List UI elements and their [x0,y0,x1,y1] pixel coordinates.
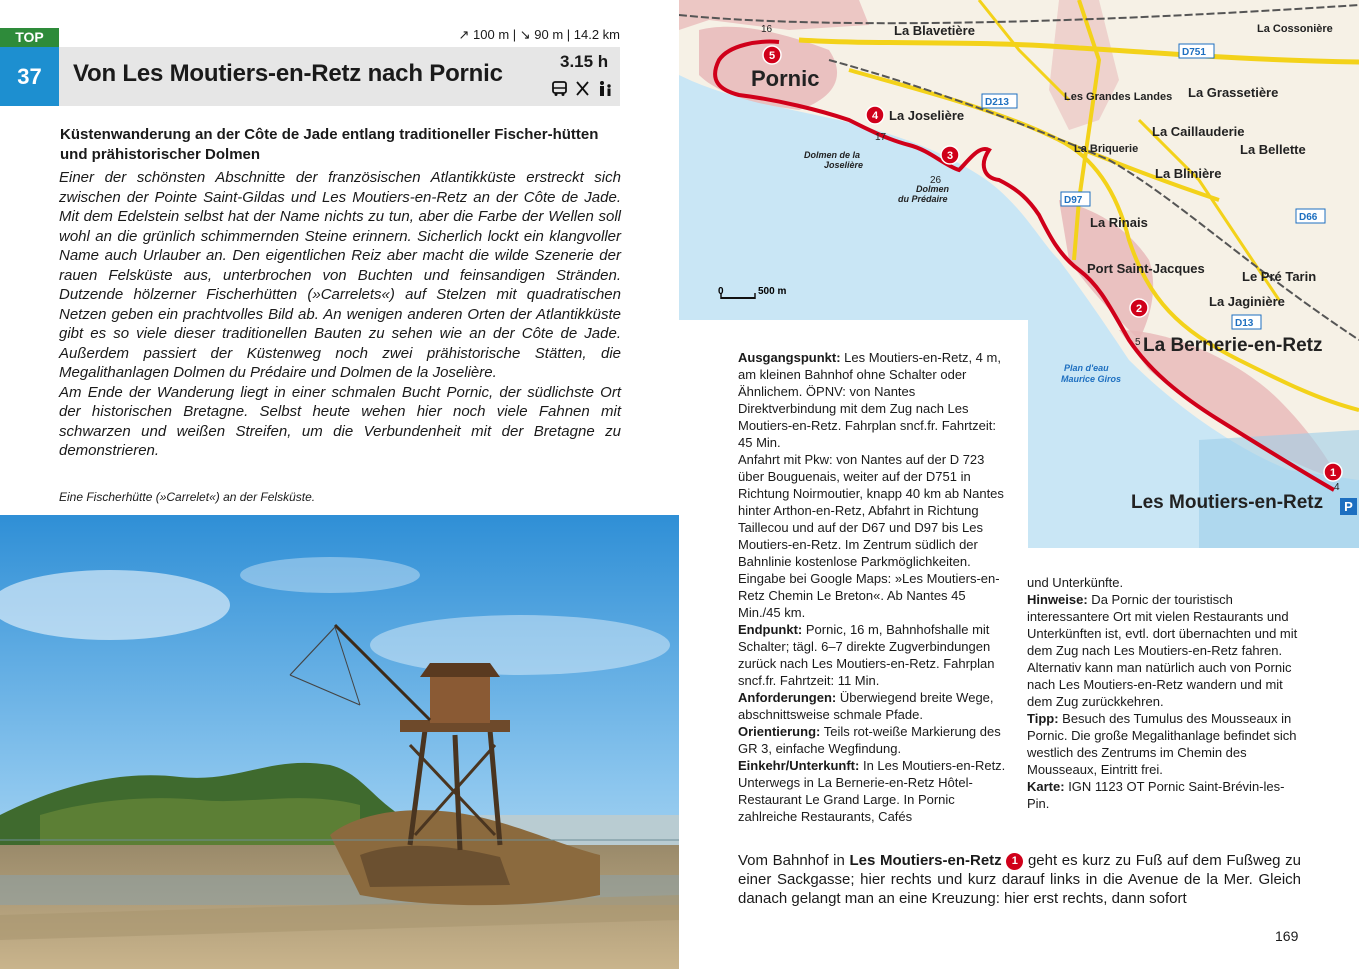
map-label-dolmen-joseliere: Dolmen de la [804,150,861,160]
tour-duration: 3.15 h [560,52,609,71]
scale-label: 500 m [758,286,787,297]
elevation-label: 16 [761,24,773,35]
map-label-pornic: Pornic [751,66,820,91]
map-label-la-bernerie: La Bernerie-en-Retz [1143,335,1323,356]
family-icon [597,80,614,97]
waypoint-2 [1130,299,1148,317]
page-number: 169 [1275,928,1299,944]
photo-fisherman-hut [0,515,679,969]
tour-number: 37 [0,47,59,106]
waypoint-4 [866,106,884,124]
map-label-les-grandes-landes: Les Grandes Landes [1064,91,1173,103]
svg-text:4: 4 [871,110,879,122]
elevation-label: 5 [1135,337,1141,348]
parking-label: P [1344,499,1353,514]
tour-icons [551,80,614,101]
tour-title: Von Les Moutiers-en-Retz nach Pornic [73,60,503,87]
map-label-dolmen-predaire: Dolmen [916,184,950,194]
waypoint-1 [1324,463,1342,481]
scale-label: 0 [718,286,724,297]
svg-text:3: 3 [946,150,954,162]
elevation-label: 4 [1334,482,1340,493]
intro-paragraph-1: Einer der schönsten Abschnitte der französischen Atlantikküste erstreckt sich zwischen der Pointe Saint-Gildas und Les Moutiers-en-Retz an der Côte de Jade. Mit dem Edelstein selbst hat der Name nichts zu tun, aber die Farbe der Wellen soll wohl an die grünlich schimmernden Steine erinnern. Sicherlich lockt ein klangvoller Name auch Urlauber an. Den eigentlichen Reiz aber macht die wilde Szenerie der rauen Felsküste aus, unterbrochen von Buchten und feinsandigen Stränden. Dutzende hölzerner Fischerhütten (»Carrelets«) auf Stelzen mit quadratischen Netzen geben ein prachtvolles Bild ab. An wenigen anderen Orten der Atlantikküste gibt es so viele dieser traditionellen Bauten zu sehen wie an der Côte de Jade. Außerdem passiert der Küstenweg noch zwei prähistorische Stätten, die Megalithanlagen Dolmen du Prédaire und Dolmen de la Joselière. [59,169,621,381]
info-tipp: Tipp: Besuch des Tumulus des Mousseaux in Pornic. Die große Megalithanlage befindet sich westlich des Zentrums im Chemin des Mousseaux, Eintritt frei. [1027,711,1297,777]
top-badge: TOP [0,28,59,47]
map-label-dolmen-predaire: du Prédaire [898,194,948,204]
info-einkehr: Einkehr/Unterkunft: In Les Moutiers-en-Retz. Unterwegs in La Bernerie-en-Retz Hôtel-Restaurant Le Grand Large. In Pornic zahlreiche Restaurants, Cafés [738,758,1006,824]
intro-text [59,168,621,461]
svg-text:5: 5 [768,50,776,62]
map-label-la-blavetiere: La Blavetière [894,23,975,38]
info-anfahrt: Anfahrt mit Pkw: von Nantes auf der D 723 über Bouguenais, weiter auf der D751 in Richtung Noirmoutier, knapp 40 km ab Nantes hinter Arthon-en-Retz, Abfahrt in Richtung Taillecou und auf der D67 und D97 bis Les Moutiers-en-Retz. Im Zentrum südlich der Bahnlinie kostenlose Parkmöglichkeiten. Eingabe bei Google Maps: »Les Moutiers-en-Retz Chemin Le Breton«. Ab Nantes 45 Min./45 km. [738,452,1004,620]
map-label-plan-deau: Plan d'eau [1064,363,1109,373]
map-label-plan-deau: Maurice Giros [1061,374,1122,384]
waypoint-5 [763,46,781,64]
map-label-la-grassetiere: La Grassetière [1188,85,1279,100]
info-column-2 [1027,574,1299,812]
info-karte: Karte: IGN 1123 OT Pornic Saint-Brévin-les-Pin. [1027,779,1285,811]
tour-stats: ↗ 100 m | ↘ 90 m | 14.2 km [458,27,620,42]
road-tag: D213 [985,97,1009,108]
waypoint-marker-1: 1 [1006,853,1023,870]
waypoint-3 [941,146,959,164]
elevation-label: 26 [930,175,942,186]
info-einkehr-cont: und Unterkünfte. [1027,575,1124,590]
info-anforderungen: Anforderungen: Überwiegend breite Wege, abschnittsweise schmale Pfade. [738,690,994,722]
road-tag: D97 [1064,195,1083,206]
elevation-label: 17 [875,132,887,143]
info-column-1 [738,349,1010,825]
restaurant-icon [574,80,591,97]
svg-text:1: 1 [1329,467,1337,479]
map-label-la-cossoniere: La Cossonière [1257,23,1333,35]
photo-caption: Eine Fischerhütte (»Carrelet«) an der Felsküste. [59,490,316,504]
map-label-la-jaginiere: La Jaginière [1209,294,1285,309]
map-label-la-bellette: La Bellette [1240,142,1306,157]
info-orientierung: Orientierung: Teils rot-weiße Markierung des GR 3, einfache Wegfindung. [738,724,1001,756]
map-label-port-saint-jacques: Port Saint-Jacques [1087,261,1205,276]
map-label-la-rinais: La Rinais [1090,215,1148,230]
info-ausgangspunkt: Ausgangspunkt: Les Moutiers-en-Retz, 4 m, am kleinen Bahnhof ohne Schalter oder Ähnlichem. ÖPNV: von Nantes Direktverbindung mit dem Zug nach Les Moutiers-en-Retz. Fahrplan sncf.fr. Fahrtzeit: 45 Min. [738,350,1001,450]
svg-text:2: 2 [1135,303,1143,315]
intro-paragraph-2: Am Ende der Wanderung liegt in einer schmalen Bucht Pornic, der südlichste Ort der historischen Bretagne. Selbst heute wehen hier noch viele Fahnen mit schwarzen und weißen Streifen, um die Verbundenheit mit der Bretagne zu demonstrieren. [59,383,621,459]
map-label-la-joseliere: La Joselière [889,108,965,123]
info-endpunkt: Endpunkt: Pornic, 16 m, Bahnhofshalle mit Schalter; tägl. 6–7 direkte Zugverbindungen zurück nach Les Moutiers-en-Retz. Fahrplan sncf.fr. Fahrtzeit: 11 Min. [738,622,995,688]
info-hinweise: Hinweise: Da Pornic der touristisch interessantere Ort mit vielen Restaurants und Unterkünften ist, evtl. dort übernachten und mit dem Zug nach Les Moutiers-en-Retz fahren. Alternativ kann man natürlich auch von Pornic nach Les Moutiers-en-Retz wandern und mit dem Zug zurückkehren. [1027,592,1298,709]
map-label-la-bliniere: La Blinière [1155,166,1222,181]
map-label-dolmen-joseliere: Joselière [824,160,864,170]
lead-text: Küstenwanderung an der Côte de Jade entlang traditioneller Fischer-hütten und prähistorischer Dolmen [60,126,599,163]
map-label-la-caillauderie: La Caillauderie [1152,124,1245,139]
road-tag: D66 [1299,212,1318,223]
bus-icon [551,80,568,97]
map-label-la-briquerie: La Briquerie [1074,143,1139,155]
map-label-le-pre-tarin: Le Pré Tarin [1242,269,1317,284]
route-description: Vom Bahnhof in Les Moutiers-en-Retz 1 geht es kurz zu Fuß auf dem Fußweg zu einer Sackgasse; hier rechts und kurz darauf links in die Avenue de la Mer. Gleich danach gelangt man an eine Kreuzung: hier erst rechts, dann sofort [738,852,1302,907]
map-label-les-moutiers: Les Moutiers-en-Retz [1131,492,1324,513]
road-tag: D751 [1182,47,1206,58]
route-start-place: Les Moutiers-en-Retz [849,852,1002,869]
road-tag: D13 [1235,318,1254,329]
